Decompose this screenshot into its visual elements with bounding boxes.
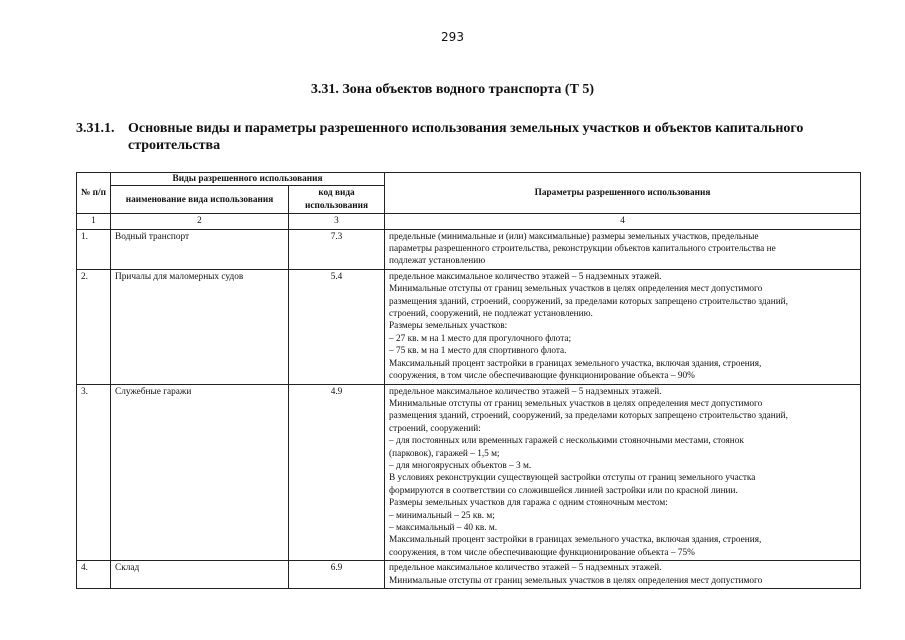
section-title: 3.31. Зона объектов водного транспорта (Т 5) bbox=[310, 82, 595, 97]
parameter-line: формируются в соответствии со сложившейся линией застройки или по красной линии. bbox=[389, 485, 738, 496]
use-code: 4.9 bbox=[289, 384, 385, 561]
table-row bbox=[77, 384, 861, 561]
use-code: 6.9 bbox=[289, 561, 385, 589]
parameter-line: – 27 кв. м на 1 место для прогулочного флота; bbox=[389, 333, 572, 344]
parameter-line: подлежат установлению bbox=[389, 256, 486, 267]
parameter-line: предельное максимальное количество этажей – 5 надземных этажей. bbox=[389, 386, 662, 397]
table-row bbox=[77, 269, 861, 384]
row-number: 3. bbox=[77, 384, 111, 561]
parameter-line: параметры разрешенного строительства, реконструкции объектов капитального строительства не bbox=[389, 244, 776, 255]
parameter-line: Минимальные отступы от границ земельных участков в целях определения мест допустимого bbox=[389, 575, 763, 586]
subsection-text: Основные виды и параметры разрешенного использования земельных участков и объектов капитального строительства bbox=[128, 121, 804, 153]
use-parameters bbox=[385, 269, 861, 384]
header-use-types: Виды разрешенного использования bbox=[111, 173, 385, 186]
column-number: 4 bbox=[385, 214, 861, 229]
subsection-heading bbox=[76, 120, 876, 154]
use-name: Склад bbox=[111, 561, 289, 589]
parameter-line: (парковок), гаражей – 1,5 м; bbox=[389, 448, 500, 459]
column-number: 1 bbox=[77, 214, 111, 229]
parameter-line: Максимальный процент застройки в границах земельного участка, включая здания, строения, bbox=[389, 535, 762, 546]
parameter-line: Размеры земельных участков: bbox=[389, 321, 508, 332]
parameter-line: размещения зданий, строений, сооружений, за пределами которых запрещено строительство зданий, bbox=[389, 296, 788, 307]
parameter-line: строений, сооружений, не подлежат установлению. bbox=[389, 309, 593, 320]
parameter-line: предельное максимальное количество этажей – 5 надземных этажей. bbox=[389, 563, 662, 574]
table-row bbox=[77, 561, 861, 589]
parameter-line: Размеры земельных участков для гаража с одним стояночным местом: bbox=[389, 498, 668, 509]
use-name: Причалы для маломерных судов bbox=[111, 269, 289, 384]
use-parameters bbox=[385, 229, 861, 269]
row-number: 1. bbox=[77, 229, 111, 269]
page-number: 293 bbox=[441, 30, 464, 44]
use-parameters bbox=[385, 384, 861, 561]
column-number: 3 bbox=[289, 214, 385, 229]
parameter-line: – для постоянных или временных гаражей с несколькими стояночными местами, стоянок bbox=[389, 436, 744, 447]
parameter-line: сооружения, в том числе обеспечивающие функционирование объекта – 90% bbox=[389, 371, 695, 382]
table-row bbox=[77, 229, 861, 269]
use-code: 7.3 bbox=[289, 229, 385, 269]
parameter-line: Минимальные отступы от границ земельных участков в целях определения мест допустимого bbox=[389, 284, 763, 295]
use-name: Служебные гаражи bbox=[111, 384, 289, 561]
parameter-line: – минимальный – 25 кв. м; bbox=[389, 510, 495, 521]
use-name: Водный транспорт bbox=[111, 229, 289, 269]
header-params: Параметры разрешенного использования bbox=[385, 173, 861, 214]
row-number: 4. bbox=[77, 561, 111, 589]
use-code: 5.4 bbox=[289, 269, 385, 384]
parameter-line: предельное максимальное количество этажей – 5 надземных этажей. bbox=[389, 271, 662, 282]
subsection-number: 3.31.1. bbox=[76, 121, 115, 136]
header-use-name: наименование вида использования bbox=[111, 186, 289, 214]
parameter-line: – 75 кв. м на 1 место для спортивного флота. bbox=[389, 346, 567, 357]
use-parameters bbox=[385, 561, 861, 589]
parameter-line: сооружения, в том числе обеспечивающие функционирование объекта – 75% bbox=[389, 547, 695, 558]
parameter-line: Минимальные отступы от границ земельных участков в целях определения мест допустимого bbox=[389, 398, 763, 409]
parameter-line: В условиях реконструкции существующей застройки отступы от границ земельного участка bbox=[389, 473, 756, 484]
row-number: 2. bbox=[77, 269, 111, 384]
parameter-line: – максимальный – 40 кв. м. bbox=[389, 522, 498, 533]
column-number: 2 bbox=[111, 214, 289, 229]
parameter-line: строений, сооружений: bbox=[389, 423, 481, 434]
header-num: № п/п bbox=[77, 173, 111, 214]
parameter-line: размещения зданий, строений, сооружений, за пределами которых запрещено строительство зданий, bbox=[389, 411, 788, 422]
permitted-use-table bbox=[76, 172, 861, 589]
parameter-line: предельные (минимальные и (или) максимальные) размеры земельных участков, предельные bbox=[389, 231, 759, 242]
header-use-code: код вида использования bbox=[289, 186, 385, 214]
parameter-line: – для многоярусных объектов – 3 м. bbox=[389, 460, 532, 471]
parameter-line: Максимальный процент застройки в границах земельного участка, включая здания, строения, bbox=[389, 358, 762, 369]
